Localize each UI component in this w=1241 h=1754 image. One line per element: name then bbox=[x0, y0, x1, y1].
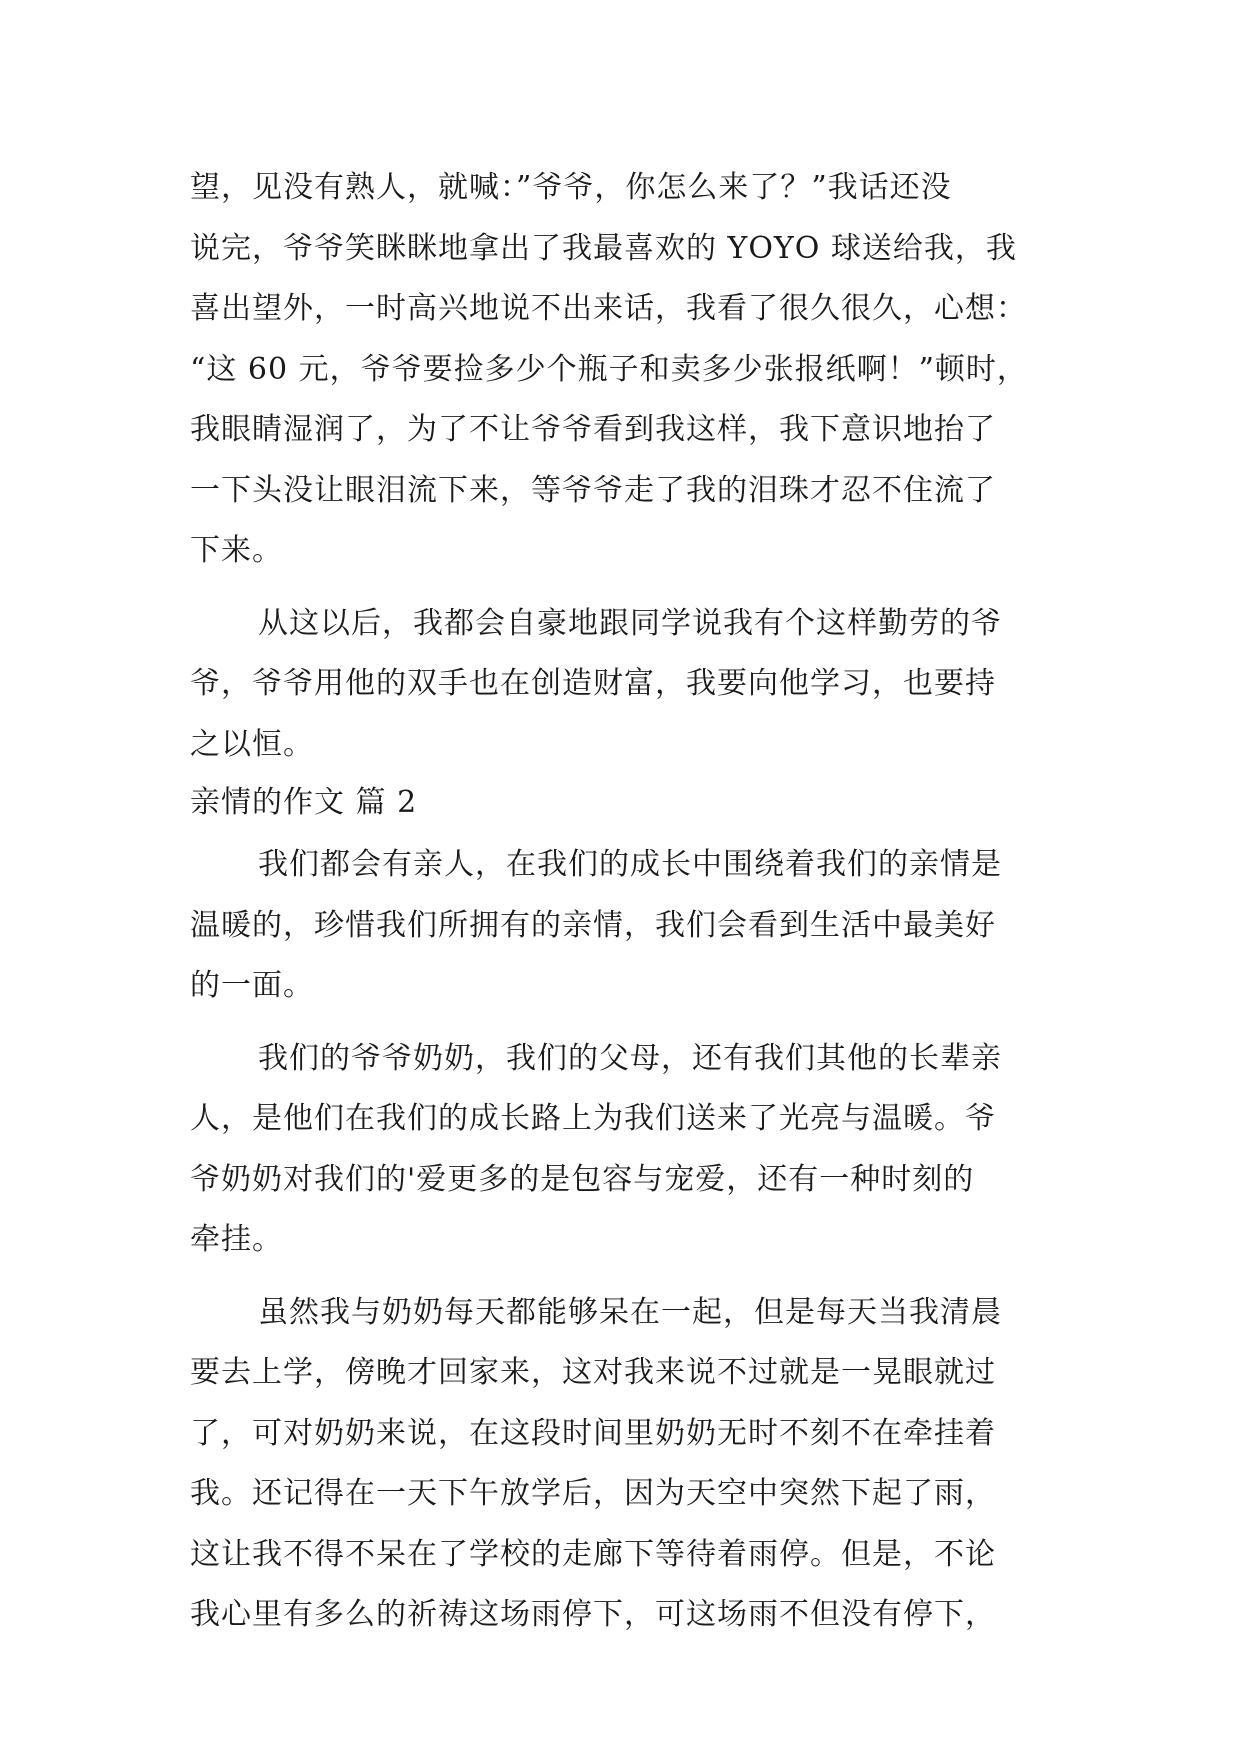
text-line: 我。还记得在一天下午放学后，因为天空中突然下起了雨， bbox=[190, 1476, 996, 1511]
text-line: 要去上学，傍晚才回家来，这对我来说不过就是一晃眼就过 bbox=[190, 1355, 996, 1390]
text-line: 爷，爷爷用他的双手也在创造财富，我要向他学习，也要持 bbox=[190, 666, 996, 701]
text-line: 望，见没有熟人，就喊：”爷爷，你怎么来了？”我话还没 bbox=[190, 170, 952, 205]
paragraph-3 bbox=[190, 835, 1050, 1017]
paragraph-2 bbox=[190, 594, 1050, 776]
text-line: 从这以后，我都会自豪地跟同学说我有个这样勤劳的爷 bbox=[258, 605, 1002, 641]
text-line: 虽然我与奶奶每天都能够呆在一起，但是每天当我清晨 bbox=[258, 1294, 1002, 1330]
text-line: 牵挂。 bbox=[190, 1222, 283, 1257]
text-line: 的一面。 bbox=[190, 968, 314, 1003]
paragraph-5 bbox=[190, 1283, 1050, 1646]
text-line: 我心里有多么的祈祷这场雨停下，可这场雨不但没有停下， bbox=[190, 1597, 996, 1632]
text-line: 温暖的，珍惜我们所拥有的亲情，我们会看到生活中最美好 bbox=[190, 907, 996, 943]
text-line: 我眼睛湿润了，为了不让爷爷看到我这样，我下意识地抬了 bbox=[190, 412, 996, 447]
paragraph-1 bbox=[190, 158, 1050, 582]
text-line: 一下头没让眼泪流下来，等爷爷走了我的泪珠才忍不住流了 bbox=[190, 472, 996, 508]
text-line: 我们都会有亲人，在我们的成长中围绕着我们的亲情是 bbox=[258, 847, 1002, 882]
text-line: 喜出望外，一时高兴地说不出来话，我看了很久很久，心想： bbox=[190, 291, 1027, 326]
text-line: 了，可对奶奶来说，在这段时间里奶奶无时不刻不在牵挂着 bbox=[190, 1415, 996, 1451]
text-line: 爷奶奶对我们的'爱更多的是包容与宠爱，还有一种时刻的 bbox=[190, 1161, 975, 1197]
text-line: 说完，爷爷笑眯眯地拿出了我最喜欢的 YOYO 球送给我，我 bbox=[190, 230, 1017, 266]
text-line: “这 60 元，爷爷要捡多少个瓶子和卖多少张报纸啊！”顿时， bbox=[190, 351, 1028, 387]
text-line: 这让我不得不呆在了学校的走廊下等待着雨停。但是，不论 bbox=[190, 1536, 996, 1572]
paragraph-4 bbox=[190, 1029, 1050, 1271]
essay-body bbox=[190, 158, 1050, 1646]
text-line: 之以恒。 bbox=[190, 726, 314, 762]
section-heading: 亲情的作文 篇 2 bbox=[190, 785, 418, 820]
text-line: 人，是他们在我们的成长路上为我们送来了光亮与温暖。爷 bbox=[190, 1101, 996, 1136]
text-line: 我们的爷爷奶奶，我们的父母，还有我们其他的长辈亲 bbox=[258, 1040, 1002, 1076]
text-line: 下来。 bbox=[190, 533, 283, 568]
